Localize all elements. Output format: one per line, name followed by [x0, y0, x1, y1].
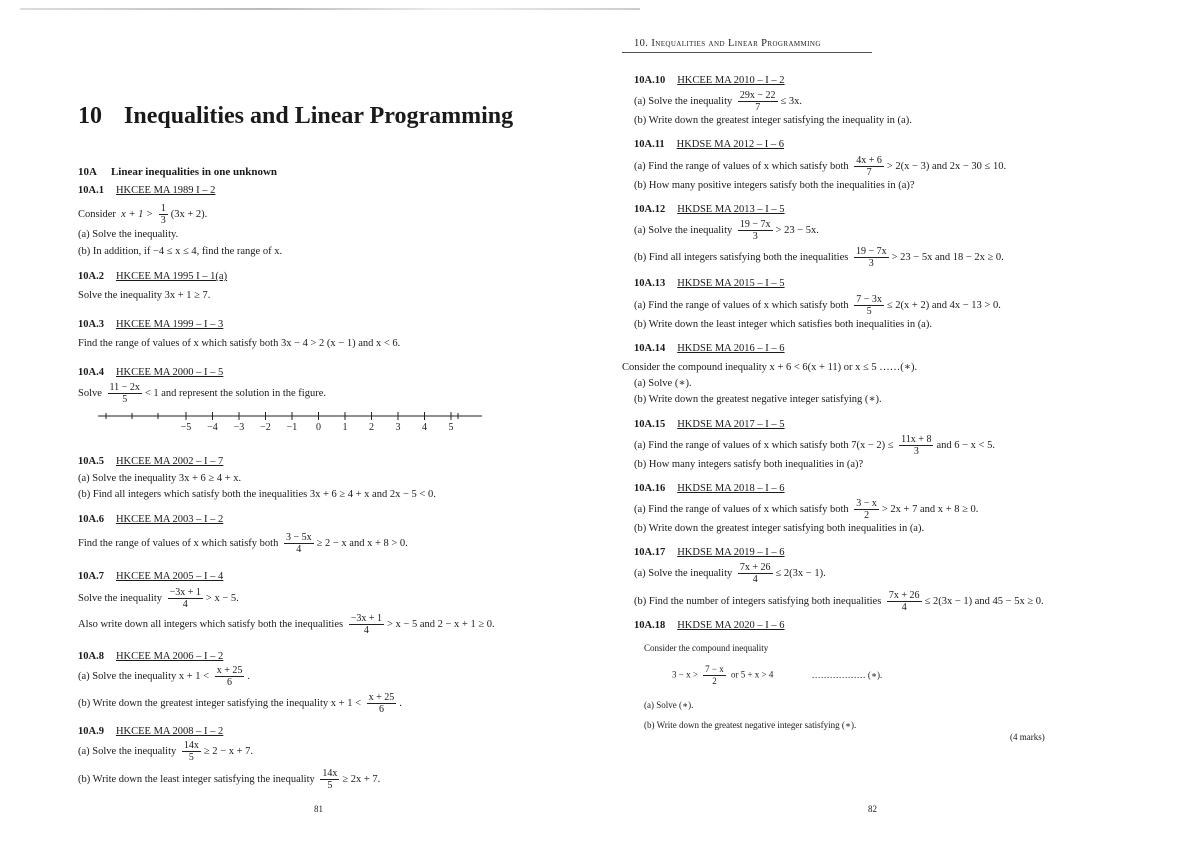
number-line-tick-label: −1	[286, 422, 298, 433]
question-part-a: (a) Solve the inequality $\frac{14x}{5}$ ≥ 2 − x + 7.	[78, 740, 253, 763]
question-header-10a3: 10A.3 HKCEE MA 1999 – I – 3	[78, 319, 224, 330]
page-number: 82	[868, 804, 877, 814]
question-text: Consider x + 1 > $\frac{1}{3}$ (3x + 2).	[78, 203, 208, 226]
chapter-title-text: Inequalities and Linear Programming	[124, 103, 514, 129]
question-part-b: (b) Find the number of integers satisfying both inequalities $\frac{7x + 26}{4}$ ≤ 2(3x − 1) and 45 − 5x ≥ 0.	[634, 590, 1044, 613]
question-part-b: (b) Write down the least integer satisfying the inequality $\frac{14x}{5}$ ≥ 2x + 7.	[78, 768, 381, 791]
question-text: Solve $\frac{11 - 2x}{5}$ < 1 and represent the solution in the figure.	[78, 382, 326, 405]
question-part-b: (b) Write down the greatest integer satisfying the inequality in (a).	[634, 115, 912, 126]
marks-label: (4 marks)	[1010, 732, 1045, 742]
question-part-b: (b) How many positive integers satisfy both the inequalities in (a)?	[634, 180, 915, 191]
question-header-10a1: 10A.1 HKCEE MA 1989 I – 2	[78, 185, 216, 196]
chapter-title	[78, 103, 513, 130]
question-header-10a12: 10A.12 HKDSE MA 2013 – I – 5	[634, 204, 785, 215]
question-part-b: (b) How many integers satisfy both inequalities in (a)?	[634, 459, 864, 470]
section-heading	[78, 165, 277, 179]
number-line	[96, 410, 486, 440]
question-header-10a6: 10A.6 HKCEE MA 2003 – I – 2	[78, 514, 224, 525]
question-text-line2: Also write down all integers which satisfy both the inequalities $\frac{-3x + 1}{4}$ > x − 5 and 2 − x + 1 ≥ 0.	[78, 613, 495, 636]
question-header-10a9: 10A.9 HKCEE MA 2008 – I – 2	[78, 726, 224, 737]
question-header-10a18: 10A.18 HKDSE MA 2020 – I – 6	[634, 620, 785, 631]
right-page	[622, 0, 1182, 849]
question-part-a: (a) Solve (∗).	[644, 700, 694, 710]
section-title: Linear inequalities in one unknown	[110, 166, 278, 178]
question-part-a: (a) Solve the inequality $\frac{29x - 22}{7}$ ≤ 3x.	[634, 90, 803, 113]
question-part-b: (b) Write down the greatest integer satisfying both inequalities in (a).	[634, 523, 925, 534]
question-header-10a10: 10A.10 HKCEE MA 2010 – I – 2	[634, 75, 785, 86]
question-header-10a14: 10A.14 HKDSE MA 2016 – I – 6	[634, 343, 785, 354]
question-part-a: (a) Solve (∗).	[634, 378, 692, 389]
question-part-a: (a) Find the range of values of x which satisfy both $\frac{3 - x}{2}$ > 2x + 7 and x + 8 ≥ 0.	[634, 498, 979, 521]
header-rule	[622, 52, 872, 53]
question-part-a: (a) Find the range of values of x which satisfy both $\frac{4x + 6}{7}$ > 2(x − 3) and 2x − 30 ≤ 10.	[634, 155, 1007, 178]
question-part-b: (b) Write down the greatest integer satisfying the inequality x + 1 < $\frac{x + 25}{6}$ .	[78, 692, 402, 715]
section-code: 10A	[78, 166, 97, 178]
question-part-a: (a) Solve the inequality x + 1 < $\frac{x + 25}{6}$ .	[78, 665, 250, 688]
question-text: Solve the inequality $\frac{-3x + 1}{4}$ > x − 5.	[78, 587, 239, 610]
question-header-10a11: 10A.11 HKDSE MA 2012 – I – 6	[634, 139, 784, 150]
number-line-tick-label: −3	[233, 422, 245, 433]
question-part-b: (b) Find all integers satisfying both the inequalities $\frac{19 - 7x}{3}$ > 23 − 5x and 18 − 2x ≥ 0.	[634, 246, 1004, 269]
number-line-tick-label: −5	[180, 422, 192, 433]
number-line-tick-label: 5	[448, 422, 454, 433]
question-header-10a16: 10A.16 HKDSE MA 2018 – I – 6	[634, 483, 785, 494]
question-text: Solve the inequality 3x + 1 ≥ 7.	[78, 290, 211, 301]
number-line-tick-label: 1	[342, 422, 348, 433]
question-part-b: (b) In addition, if −4 ≤ x ≤ 4, find the range of x.	[78, 246, 283, 257]
question-part-a: (a) Solve the inequality.	[78, 229, 179, 240]
question-header-10a17: 10A.17 HKDSE MA 2019 – I – 6	[634, 547, 785, 558]
number-line-tick-label: −4	[207, 422, 218, 433]
question-header-10a15: 10A.15 HKDSE MA 2017 – I – 5	[634, 419, 785, 430]
question-part-b: (b) Find all integers which satisfy both the inequalities 3x + 6 ≥ 4 + x and 2x − 5 < 0.	[78, 489, 436, 500]
question-part-a: (a) Solve the inequality $\frac{7x + 26}{4}$ ≤ 2(3x − 1).	[634, 562, 826, 585]
chapter-number: 10	[78, 103, 102, 129]
question-part-a: (a) Find the range of values of x which satisfy both $\frac{7 - 3x}{5}$ ≤ 2(x + 2) and 4x − 13 > 0.	[634, 294, 1001, 317]
question-part-b: (b) Write down the least integer which satisfies both inequalities in (a).	[634, 319, 932, 330]
question-part-a: (a) Solve the inequality 3x + 6 ≥ 4 + x.	[78, 473, 242, 484]
question-header-10a5: 10A.5 HKCEE MA 2002 – I – 7	[78, 456, 224, 467]
question-part-b: (b) Write down the greatest negative integer satisfying (∗).	[644, 720, 857, 730]
question-part-b: (b) Write down the greatest negative integer satisfying (∗).	[634, 394, 882, 405]
page-number: 81	[314, 804, 323, 814]
question-intro: Consider the compound inequality	[644, 643, 769, 653]
question-header-10a7: 10A.7 HKCEE MA 2005 – I – 4	[78, 571, 224, 582]
question-part-a: (a) Solve the inequality $\frac{19 - 7x}{3}$ > 23 − 5x.	[634, 219, 819, 242]
question-header-10a8: 10A.8 HKCEE MA 2006 – I – 2	[78, 651, 224, 662]
running-header: 10. Inequalities and Linear Programming	[634, 38, 821, 49]
number-line-tick-label: 3	[395, 422, 401, 433]
question-text: Find the range of values of x which satisfy both 3x − 4 > 2 (x − 1) and x < 6.	[78, 338, 401, 349]
question-text: Find the range of values of x which satisfy both $\frac{3 - 5x}{4}$ ≥ 2 − x and x + 8 > 0.	[78, 532, 408, 555]
number-line-tick-label: −2	[260, 422, 271, 433]
question-text: Consider the compound inequality x + 6 < 6(x + 11) or x ≤ 5 ……(∗).	[622, 362, 918, 373]
compound-inequality: 3 − x > $\frac{7 - x}{2}$ or 5 + x > 4 ……………… (∗).	[672, 664, 883, 686]
number-line-tick-label: 4	[422, 422, 427, 433]
question-part-a: (a) Find the range of values of x which satisfy both 7(x − 2) ≤ $\frac{11x + 8}{3}$ and 6 − x < 5.	[634, 434, 995, 457]
question-header-10a2: 10A.2 HKCEE MA 1995 I – 1(a)	[78, 271, 228, 282]
question-header-10a13: 10A.13 HKDSE MA 2015 – I – 5	[634, 278, 785, 289]
number-line-tick-label: 2	[369, 422, 374, 433]
number-line-tick-label: 0	[316, 422, 321, 433]
question-header-10a4: 10A.4 HKCEE MA 2000 – I – 5	[78, 367, 224, 378]
